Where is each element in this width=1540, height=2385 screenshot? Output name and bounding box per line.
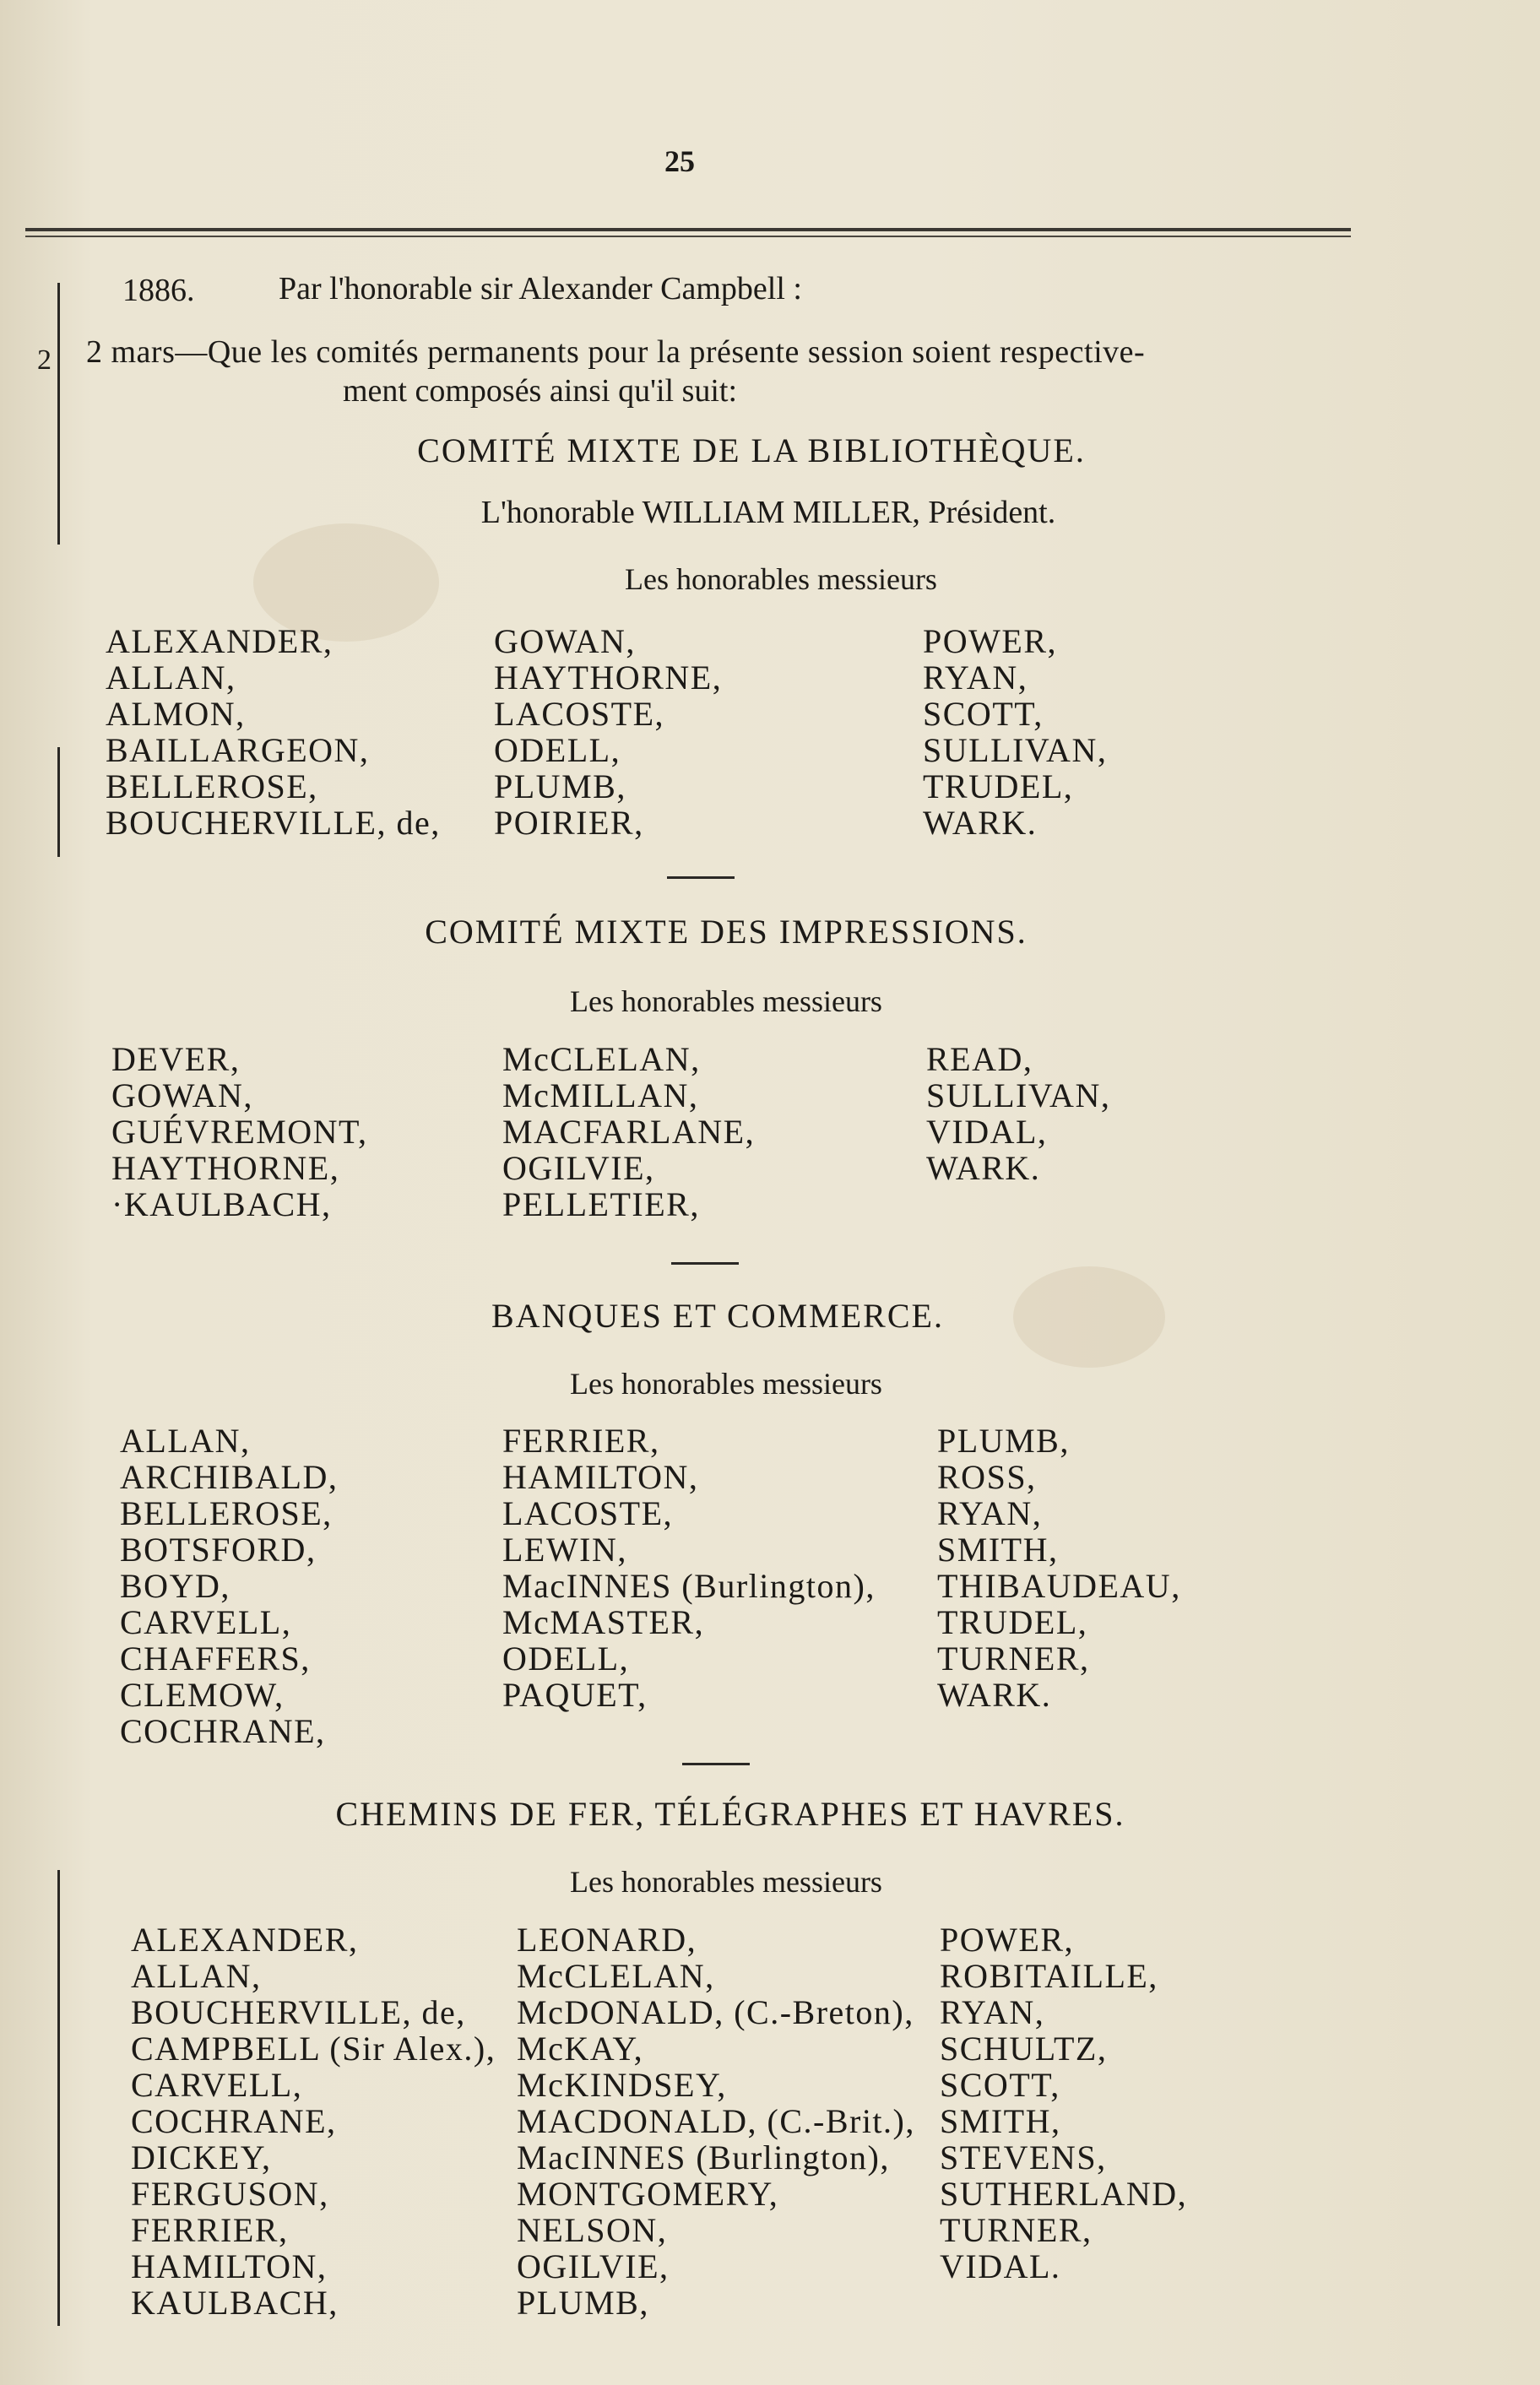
- member-name: ·KAULBACH,: [111, 1185, 332, 1223]
- member-name: GOWAN,: [111, 1076, 253, 1114]
- member-name: HAMILTON,: [131, 2247, 328, 2285]
- section-subtitle: Les honorables messieurs: [570, 984, 882, 1018]
- member-name: ODELL,: [502, 1640, 630, 1678]
- margin-line: [57, 747, 60, 857]
- member-name: McKINDSEY,: [517, 2066, 727, 2104]
- member-name: CHAFFERS,: [120, 1640, 311, 1678]
- member-name: MacINNES (Burlington),: [502, 1567, 876, 1605]
- member-name: DICKEY,: [131, 2138, 272, 2176]
- member-name: WARK.: [926, 1149, 1041, 1187]
- member-column-1: [106, 623, 441, 841]
- member-name: GUÉVREMONT,: [111, 1113, 368, 1151]
- member-name: TRUDEL,: [937, 1603, 1088, 1641]
- member-name: TRUDEL,: [923, 767, 1074, 805]
- member-column-2: [502, 1423, 876, 1713]
- member-name: SMITH,: [937, 1531, 1059, 1569]
- member-name: VIDAL.: [940, 2247, 1061, 2285]
- member-name: BELLEROSE,: [120, 1494, 333, 1532]
- member-name: READ,: [926, 1040, 1033, 1078]
- member-name: OGILVIE,: [517, 2247, 670, 2285]
- member-name: McMILLAN,: [502, 1076, 699, 1114]
- member-name: POWER,: [940, 1921, 1074, 1959]
- section-separator: [667, 876, 735, 879]
- member-name: RYAN,: [940, 1993, 1045, 2031]
- member-name: McMASTER,: [502, 1603, 705, 1641]
- member-name: BELLEROSE,: [106, 767, 318, 805]
- member-column-3: [937, 1423, 1181, 1713]
- member-name: CARVELL,: [131, 2066, 303, 2104]
- member-name: CARVELL,: [120, 1603, 292, 1641]
- member-name: SULLIVAN,: [923, 731, 1108, 769]
- member-name: BAILLARGEON,: [106, 731, 370, 769]
- member-name: WARK.: [937, 1676, 1052, 1714]
- member-name: COCHRANE,: [120, 1712, 326, 1750]
- member-column-3: [923, 623, 1107, 841]
- member-column-1: [120, 1423, 338, 1749]
- section-separator: [671, 1262, 739, 1265]
- member-name: TURNER,: [937, 1640, 1090, 1678]
- member-column-3: [940, 1922, 1187, 2285]
- member-name: THIBAUDEAU,: [937, 1567, 1181, 1605]
- member-column-2: [502, 1041, 755, 1222]
- member-column-1: [111, 1041, 368, 1222]
- member-name: MACFARLANE,: [502, 1113, 756, 1151]
- member-name: HAYTHORNE,: [111, 1149, 340, 1187]
- member-name: McCLELAN,: [502, 1040, 701, 1078]
- member-name: FERRIER,: [131, 2211, 289, 2249]
- member-name: SUTHERLAND,: [940, 2175, 1188, 2213]
- member-name: FERGUSON,: [131, 2175, 329, 2213]
- section-title-chemins-de-fer: CHEMINS DE FER, TÉLÉGRAPHES ET HAVRES.: [335, 1795, 1125, 1833]
- member-name: STEVENS,: [940, 2138, 1107, 2176]
- member-name: ROBITAILLE,: [940, 1957, 1158, 1995]
- member-name: TURNER,: [940, 2211, 1093, 2249]
- member-name: PLUMB,: [494, 767, 626, 805]
- year: 1886.: [122, 273, 195, 308]
- member-name: SCOTT,: [923, 695, 1044, 733]
- section-subtitle: Les honorables messieurs: [570, 1367, 882, 1401]
- motion-author: Par l'honorable sir Alexander Campbell :: [279, 271, 802, 306]
- member-name: BOUCHERVILLE, de,: [131, 1993, 466, 2031]
- member-name: FERRIER,: [502, 1422, 660, 1460]
- member-name: ROSS,: [937, 1458, 1037, 1496]
- member-name: OGILVIE,: [502, 1149, 655, 1187]
- member-name: ARCHIBALD,: [120, 1458, 339, 1496]
- member-column-3: [926, 1041, 1110, 1186]
- member-name: PLUMB,: [517, 2284, 649, 2322]
- member-column-1: [131, 1922, 496, 2321]
- member-name: LACOSTE,: [502, 1494, 673, 1532]
- member-name: SCHULTZ,: [940, 2030, 1108, 2068]
- member-name: ODELL,: [494, 731, 621, 769]
- motion-text-line-2: ment composés ainsi qu'il suit:: [343, 373, 738, 409]
- member-name: KAULBACH,: [131, 2284, 339, 2322]
- header-rule-thin: [25, 236, 1351, 237]
- header-rule: [25, 228, 1351, 231]
- margin-line: [57, 1870, 60, 2326]
- member-name: CAMPBELL (Sir Alex.),: [131, 2030, 496, 2068]
- member-name: SULLIVAN,: [926, 1076, 1111, 1114]
- section-title-impressions: COMITÉ MIXTE DES IMPRESSIONS.: [425, 913, 1028, 951]
- member-column-2: [494, 623, 722, 841]
- member-name: MACDONALD, (C.-Brit.),: [517, 2102, 915, 2140]
- member-name: SMITH,: [940, 2102, 1061, 2140]
- member-name: MONTGOMERY,: [517, 2175, 779, 2213]
- member-name: DEVER,: [111, 1040, 241, 1078]
- member-name: LEONARD,: [517, 1921, 697, 1959]
- member-name: POWER,: [923, 622, 1057, 660]
- member-name: GOWAN,: [494, 622, 636, 660]
- member-name: LACOSTE,: [494, 695, 664, 733]
- member-name: PAQUET,: [502, 1676, 648, 1714]
- member-name: BOYD,: [120, 1567, 230, 1605]
- motion-text-line-1: 2 mars—Que les comités permanents pour la présente session soient respective-: [86, 334, 1146, 370]
- member-name: ALEXANDER,: [106, 622, 333, 660]
- member-name: ALLAN,: [120, 1422, 251, 1460]
- member-name: McKAY,: [517, 2030, 644, 2068]
- member-name: VIDAL,: [926, 1113, 1048, 1151]
- member-name: BOUCHERVILLE, de,: [106, 804, 441, 842]
- member-name: NELSON,: [517, 2211, 668, 2249]
- member-name: COCHRANE,: [131, 2102, 337, 2140]
- member-name: ALLAN,: [131, 1957, 262, 1995]
- member-name: HAYTHORNE,: [494, 659, 723, 697]
- page-number: 25: [664, 144, 695, 178]
- member-name: McDONALD, (C.-Breton),: [517, 1993, 914, 2031]
- member-name: PELLETIER,: [502, 1185, 700, 1223]
- member-name: ALEXANDER,: [131, 1921, 359, 1959]
- member-name: LEWIN,: [502, 1531, 627, 1569]
- member-name: SCOTT,: [940, 2066, 1060, 2104]
- member-name: CLEMOW,: [120, 1676, 285, 1714]
- margin-number: 2: [37, 344, 52, 376]
- section-subtitle: Les honorables messieurs: [625, 562, 937, 596]
- section-subtitle: Les honorables messieurs: [570, 1865, 882, 1899]
- member-name: ALLAN,: [106, 659, 236, 697]
- member-name: WARK.: [923, 804, 1038, 842]
- president-line: L'honorable WILLIAM MILLER, Président.: [480, 495, 1056, 530]
- member-name: RYAN,: [923, 659, 1028, 697]
- member-name: RYAN,: [937, 1494, 1043, 1532]
- member-name: PLUMB,: [937, 1422, 1070, 1460]
- member-name: ALMON,: [106, 695, 246, 733]
- section-title-banques: BANQUES ET COMMERCE.: [491, 1297, 944, 1335]
- member-name: HAMILTON,: [502, 1458, 699, 1496]
- member-name: POIRIER,: [494, 804, 644, 842]
- member-name: MacINNES (Burlington),: [517, 2138, 890, 2176]
- section-title-bibliotheque: COMITÉ MIXTE DE LA BIBLIOTHÈQUE.: [417, 431, 1086, 469]
- section-separator: [682, 1763, 750, 1765]
- member-name: McCLELAN,: [517, 1957, 715, 1995]
- member-name: BOTSFORD,: [120, 1531, 317, 1569]
- member-column-2: [517, 1922, 915, 2321]
